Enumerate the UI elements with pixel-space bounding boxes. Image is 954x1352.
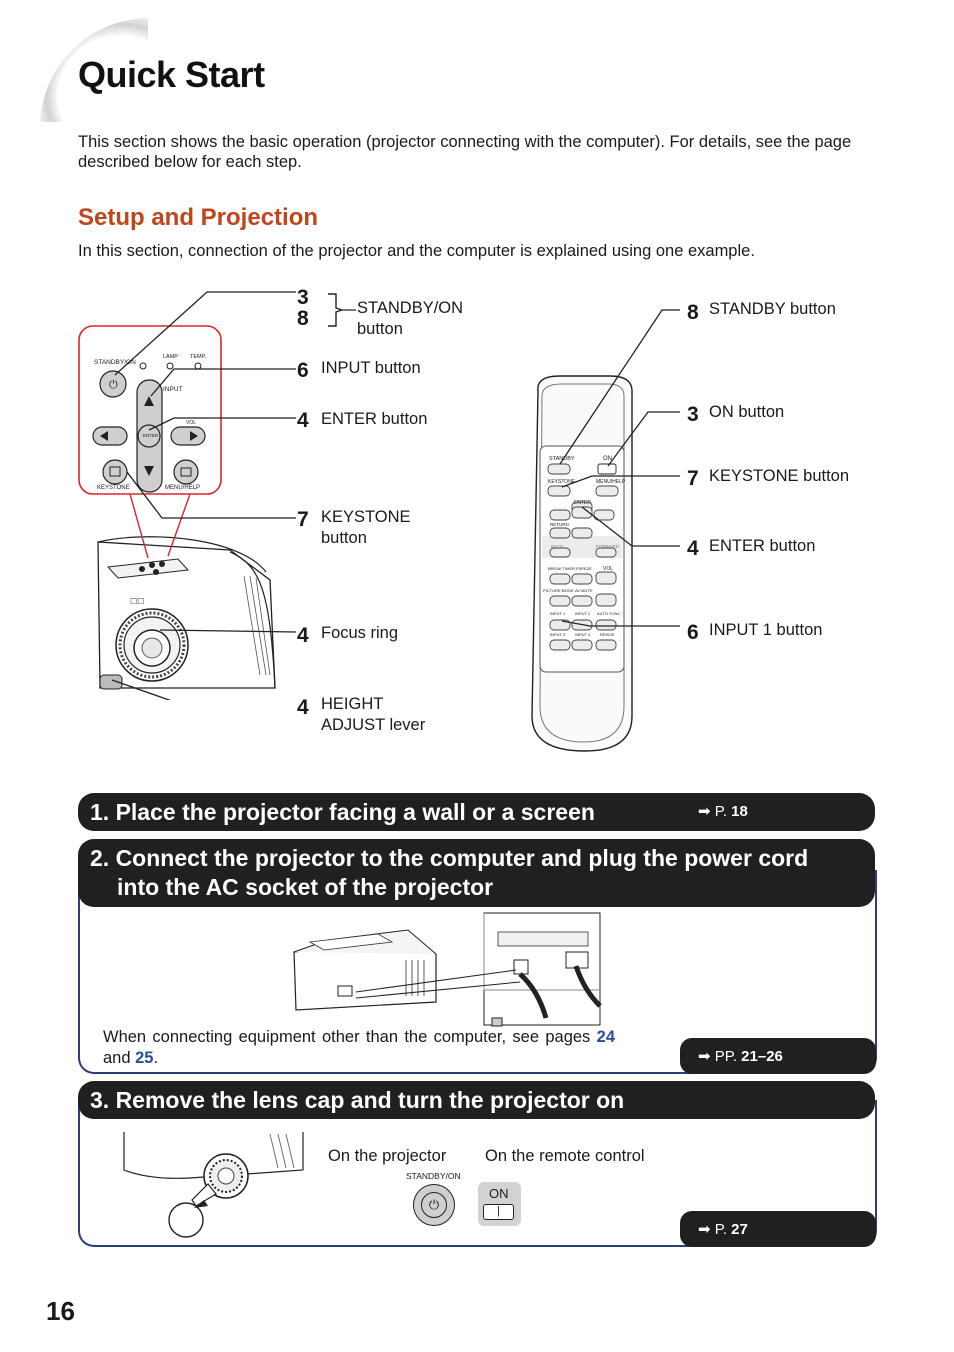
bracket-icon — [324, 292, 356, 328]
page-link-24[interactable]: 24 — [596, 1028, 615, 1046]
panel-label-menu: MENU/HELP — [165, 485, 201, 491]
arrow-right-icon: ➡ — [698, 1048, 711, 1065]
step-3-ref-page: 27 — [731, 1221, 748, 1238]
step-1-ref — [698, 802, 748, 820]
remote-label-picture-mode: PICTURE MODE — [543, 588, 574, 593]
callout-label-standby: STANDBY/ON button — [357, 299, 464, 338]
panel-label-enter: ENTER — [143, 433, 159, 438]
remote-label-input3: INPUT 3 — [550, 632, 566, 637]
step-1-title: 1. Place the projector facing a wall or a screen — [90, 799, 595, 825]
remote-label-auto-sync: AUTO SYNC — [597, 611, 621, 616]
remote-callout-label-on: ON button — [709, 403, 785, 421]
remote-callout-num-standby: 8 — [687, 301, 699, 324]
callout-num-standby: 3 8 — [297, 286, 309, 330]
step-1-ref-prefix: P. — [714, 803, 727, 820]
page-title: Quick Start — [78, 54, 265, 95]
section-title: Setup and Projection — [78, 204, 319, 231]
remote-callout-label-input1: INPUT 1 button — [709, 621, 823, 639]
step-2-title-line2: into the AC socket of the projector — [117, 874, 494, 900]
step-2-bar — [78, 839, 875, 907]
remote-label-back: BACK — [551, 544, 564, 549]
remote-callout-label-standby: STANDBY button — [709, 300, 836, 318]
callout-num-enter: 4 — [297, 409, 309, 432]
remote-label-input1: INPUT 1 — [550, 611, 566, 616]
step-1-ref-page: 18 — [731, 803, 748, 820]
remote-callout-num-keystone: 7 — [687, 467, 699, 490]
panel-label-input: INPUT — [163, 386, 183, 393]
remote-callout-num-on: 3 — [687, 403, 699, 426]
remote-callout-label-enter: ENTER button — [709, 537, 816, 555]
remote-label-enter: ENTER — [574, 500, 591, 506]
remote-label-standby: STANDBY — [549, 456, 575, 462]
remote-on-label: ON — [489, 1186, 509, 1201]
step-3-bar — [78, 1081, 875, 1119]
panel-label-vol: VOL — [186, 420, 197, 426]
remote-label-av-mute: AV MUTE — [575, 588, 593, 593]
on-projector-label: On the projector — [328, 1147, 447, 1165]
arrow-right-icon: ➡ — [698, 1221, 711, 1238]
remote-label-keystone: KEYSTONE — [548, 479, 576, 485]
step-3-ref — [680, 1211, 876, 1247]
step-1-bar — [78, 793, 875, 831]
callout-num-height: 4 — [297, 696, 309, 719]
remote-on-button[interactable] — [478, 1182, 521, 1226]
step-2-title-line1: 2. Connect the projector to the computer and plug the power cord — [90, 845, 809, 871]
remote-label-on: ON — [603, 456, 612, 462]
remote-callout-num-enter: 4 — [687, 537, 699, 560]
remote-label-input4: INPUT 4 — [575, 632, 591, 637]
page-link-25[interactable]: 25 — [135, 1049, 154, 1067]
svg-text:⏻: ⏻ — [109, 378, 118, 391]
remote-label-menu: MENU/HELP — [596, 479, 626, 485]
callout-label-height: HEIGHT ADJUST lever — [321, 695, 426, 734]
callout-label-input: INPUT button — [321, 359, 421, 377]
remote-on-key: | — [483, 1204, 514, 1220]
callout-num-focus: 4 — [297, 624, 309, 647]
callout-num-input: 6 — [297, 359, 309, 382]
svg-text:☐☐: ☐☐ — [130, 597, 145, 606]
remote-label-forward: FORWARD — [596, 544, 619, 549]
remote-label-break-timer: BREAK TIMER — [548, 566, 576, 571]
page-number: 16 — [46, 1296, 75, 1326]
step-2-note — [103, 1027, 615, 1069]
remote-label-resize: RESIZE — [600, 632, 615, 637]
step-2-note-end: . — [153, 1049, 159, 1067]
step-2-ref-text — [698, 1047, 783, 1065]
step-3-ref-prefix: P. — [714, 1221, 727, 1238]
remote-label-freeze: FREEZE — [576, 566, 592, 571]
panel-label-keystone: KEYSTONE — [97, 485, 130, 491]
step-3-title: 3. Remove the lens cap and turn the projector on — [90, 1087, 625, 1113]
step-3-ref-text — [698, 1220, 748, 1238]
callout-label-keystone: KEYSTONE button — [321, 508, 411, 547]
remote-callout-label-keystone: KEYSTONE button — [709, 467, 850, 485]
power-icon: ⏻ — [421, 1192, 447, 1218]
remote-callout-num-input1: 6 — [687, 621, 699, 644]
section-intro: In this section, connection of the projector and the computer is explained using one example. — [78, 242, 755, 260]
callout-num-keystone: 7 — [297, 508, 309, 531]
step-2-ref — [680, 1038, 876, 1074]
step-2-ref-page: 21–26 — [741, 1048, 783, 1065]
remote-label-input2: INPUT 2 — [575, 611, 591, 616]
panel-label-temp: TEMP. — [190, 354, 207, 360]
intro-text: This section shows the basic operation (projector connecting with the computer). For details, see the page described below for each step. — [78, 133, 852, 171]
connection-illustration — [288, 910, 608, 1030]
on-remote-label: On the remote control — [485, 1147, 645, 1165]
standby-on-label: STANDBY/ON — [406, 1171, 461, 1181]
panel-label-standby: STANDBY/ON — [94, 359, 136, 366]
callout-label-enter: ENTER button — [321, 410, 428, 428]
step-2-note-pre: When connecting equipment other than the computer, see pages — [103, 1028, 597, 1046]
lens-cap-illustration — [120, 1130, 310, 1242]
step-2-note-mid: and — [103, 1049, 136, 1067]
step-2-ref-prefix: PP. — [714, 1048, 737, 1065]
remote-label-vol: VOL — [603, 566, 614, 572]
remote-label-return: RETURN — [550, 522, 569, 527]
standby-on-button[interactable] — [413, 1184, 455, 1226]
panel-label-lamp: LAMP — [163, 354, 178, 360]
arrow-right-icon: ➡ — [698, 803, 711, 820]
callout-label-focus: Focus ring — [321, 624, 399, 642]
